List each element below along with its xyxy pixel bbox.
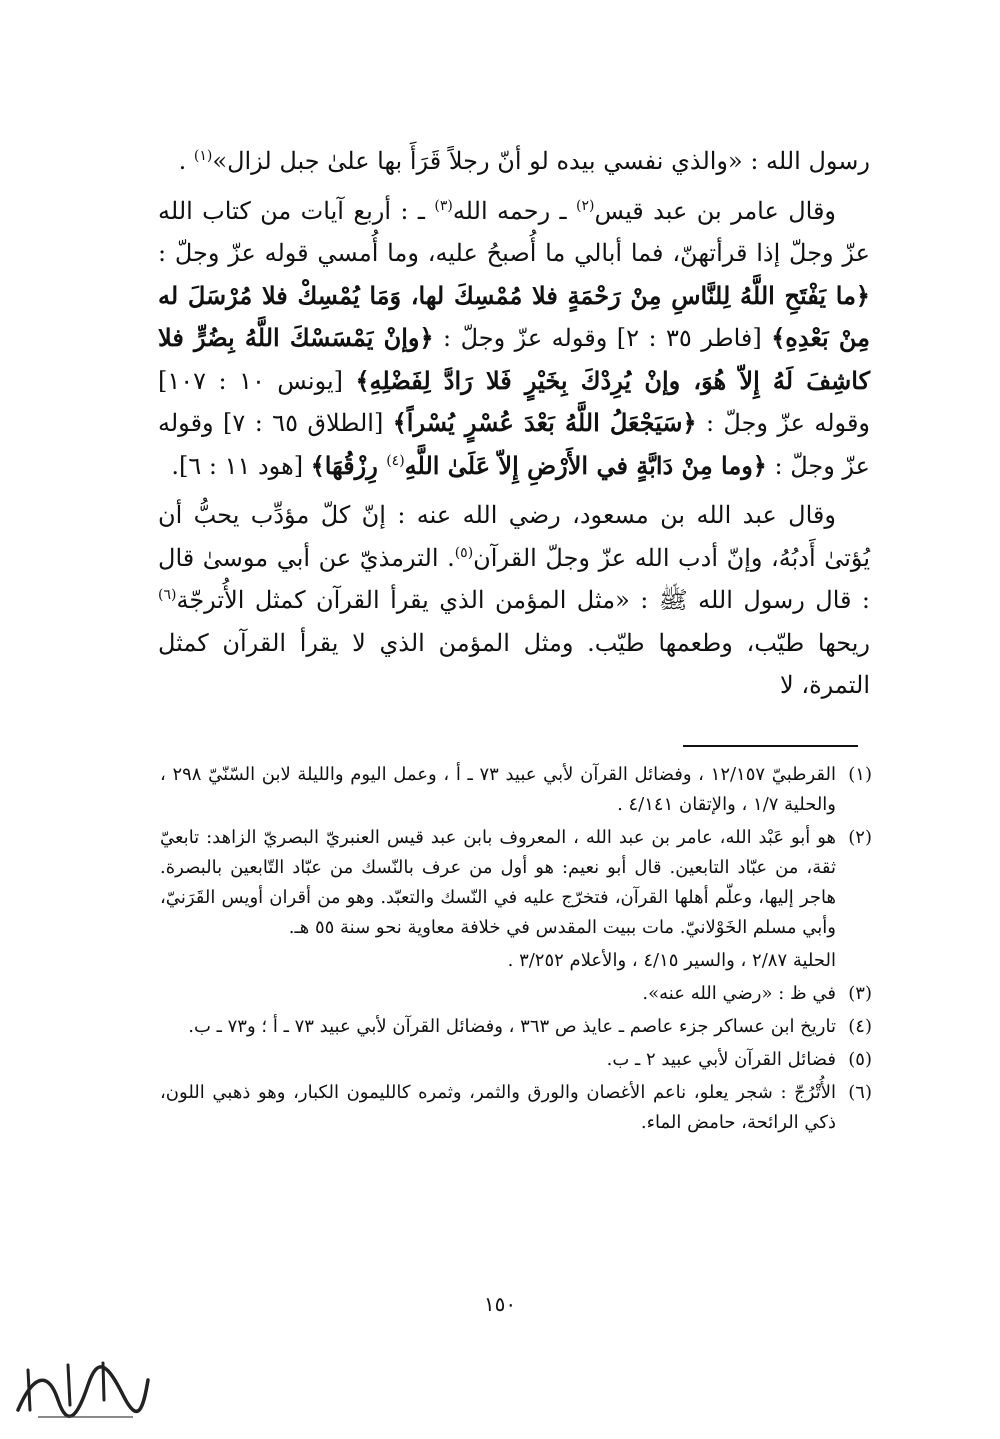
footnote <box>160 823 872 943</box>
text-run: [الطلاق ٦٥ : ٧] وقوله عزّ وجلّ : <box>158 409 870 480</box>
text-run: ـ : أربع آيات من كتاب الله عزّ وجلّ إذا قرأتهنّ، فما أبالي ما أُصبحُ عليه، وما أُمسي قوله عزّ وجلّ : <box>158 196 870 267</box>
text-run: . <box>178 147 194 175</box>
footnotes <box>160 760 872 1141</box>
footnote-text: هو أبو عَبْد الله، عامر بن عبد الله ، المعروف بابن عبد قيس العنبريّ البصريّ الزاهد: تابعيّ ثقة، من عبّاد التابعين. قال أبو نعيم: هو أول من عرف بالنّسك من عبّاد التّابعين بالبصرة. هاجر إليها، وعلّم أهلها القرآن، فتخرّج عليه في النّسك والتعبّد. وهو من أقران أويس القَرَنيّ، وأبي مسلم الخَوْلانيّ. مات ببيت المقدس في خلافة معاوية نحو سنة ٥٥ هـ. <box>160 827 836 938</box>
text-run: [هود ١١ : ٦]. <box>171 451 311 480</box>
footnote-number: (٤) <box>848 1016 872 1037</box>
paragraph-p3 <box>158 494 870 707</box>
footnote <box>160 760 872 820</box>
footnote-number: (٣) <box>848 983 872 1004</box>
text-run: وقال عامر بن عبد قيس <box>594 196 837 225</box>
calligraphy-stamp-icon <box>8 1355 153 1425</box>
footnote <box>160 1012 872 1042</box>
footnote <box>160 1078 872 1138</box>
footnote-number: (٦) <box>848 1082 872 1103</box>
text-run: ـ رحمه الله <box>452 196 576 225</box>
footnote-number: (٥) <box>848 1049 872 1070</box>
text-run: [يونس ١٠ : ١٠٧] وقوله عزّ وجلّ : <box>158 366 871 437</box>
quran-verse: ﴿وما مِنْ دَابَّةٍ في الأَرْضِ إِلاّ عَلَىٰ اللَّهِ <box>404 450 767 480</box>
footnote-marker: (٤) <box>386 452 405 469</box>
footnote-text: فضائل القرآن لأبي عبيد ٢ ـ ب. <box>606 1049 836 1070</box>
page-number: ١٥٠ <box>483 1292 517 1316</box>
quran-verse: ﴿سَيَجْعَلُ اللَّهُ بَعْدَ عُسْرٍ يُسْراً﴾ <box>392 408 697 437</box>
text-run: . الترمذيّ عن أبي موسىٰ قال : قال رسول الله ﷺ : «مثل المؤمن الذي يقرأ القرآن كمثل الأُترجّة <box>158 543 870 614</box>
footnote-text: الأُتْرُجّ : شجر يعلو، ناعم الأغصان والورق والثمر، وثمره كالليمون الكبار، وهو ذهبي اللون، ذكي الرائحة، حامض الماء. <box>160 1082 836 1133</box>
footnote-number: (٢) <box>848 827 872 848</box>
footnote-number: (١) <box>848 764 872 785</box>
quran-verse: ﴿وإنْ يَمْسَسْكَ اللَّهُ بِضُرٍّ فلا كاشِفَ لَهُ إِلاّ هُوَ، وإنْ يُرِدْكَ بِخَيْرٍ فَلا رَادَّ لِفَضْلِهِ﴾ <box>158 323 870 395</box>
footnote-separator <box>683 745 858 747</box>
main-text <box>158 140 870 707</box>
paragraph-p1 <box>158 140 870 183</box>
footnote <box>160 979 872 1009</box>
footnote-text: القرطبيّ ١٢/١٥٧ ، وفضائل القرآن لأبي عبيد ٧٣ ـ أ ، وعمل اليوم والليلة لابن السّنّيّ ٢٩٨ ، والحلية ١/٧ ، والإتقان ٤/١٤١ . <box>160 764 837 815</box>
text-run: وقال عبد الله بن مسعود، رضي الله عنه : إنّ كلّ مؤدِّب يحبُّ أن يُؤتىٰ أَدبُهُ، وإنّ أدب الله عزّ وجلّ القرآن <box>158 501 870 572</box>
quran-verse: ﴿ما يَفْتَحِ اللَّهُ لِلنَّاسِ مِنْ رَحْمَةٍ فلا مُمْسِكَ لها، وَمَا يُمْسِكْ فلا مُرْسَلَ له مِنْ بَعْدِهِ﴾ <box>158 280 871 352</box>
text-run: ريحها طيّب، وطعمها طيّب. ومثل المؤمن الذي لا يقرأ القرآن كمثل التمرة، لا <box>158 628 870 699</box>
footnote <box>160 946 872 976</box>
footnote-marker: (٣) <box>434 197 453 214</box>
footnote-marker: (٥) <box>454 544 474 561</box>
footnote-marker: (٦) <box>158 587 177 603</box>
footnote-text: تاريخ ابن عساكر جزء عاصم ـ عايذ ص ٣٦٣ ، وفضائل القرآن لأبي عبيد ٧٣ ـ أ ؛ و٧٣ ـ ب. <box>188 1016 836 1037</box>
footnote-marker: (١) <box>193 148 213 164</box>
paragraph-p2 <box>158 190 870 488</box>
footnote-marker: (٢) <box>576 197 595 214</box>
text-run: [فاطر ٣٥ : ٢] وقوله عزّ وجلّ : <box>433 324 772 352</box>
footnote-text: الحلية ٢/٨٧ ، والسير ٤/١٥ ، والأعلام ٣/٢٥٢ . <box>507 950 836 971</box>
footnote <box>160 1045 872 1075</box>
footnote-text: في ظ : «رضي الله عنه». <box>642 983 836 1004</box>
quran-verse: رِزْقُهَا﴾ <box>310 450 387 480</box>
text-run: رسول الله : «والذي نفسي بيده لو أنّ رجلاً قَرَأَ بها علىٰ جبل لزال» <box>212 147 870 175</box>
